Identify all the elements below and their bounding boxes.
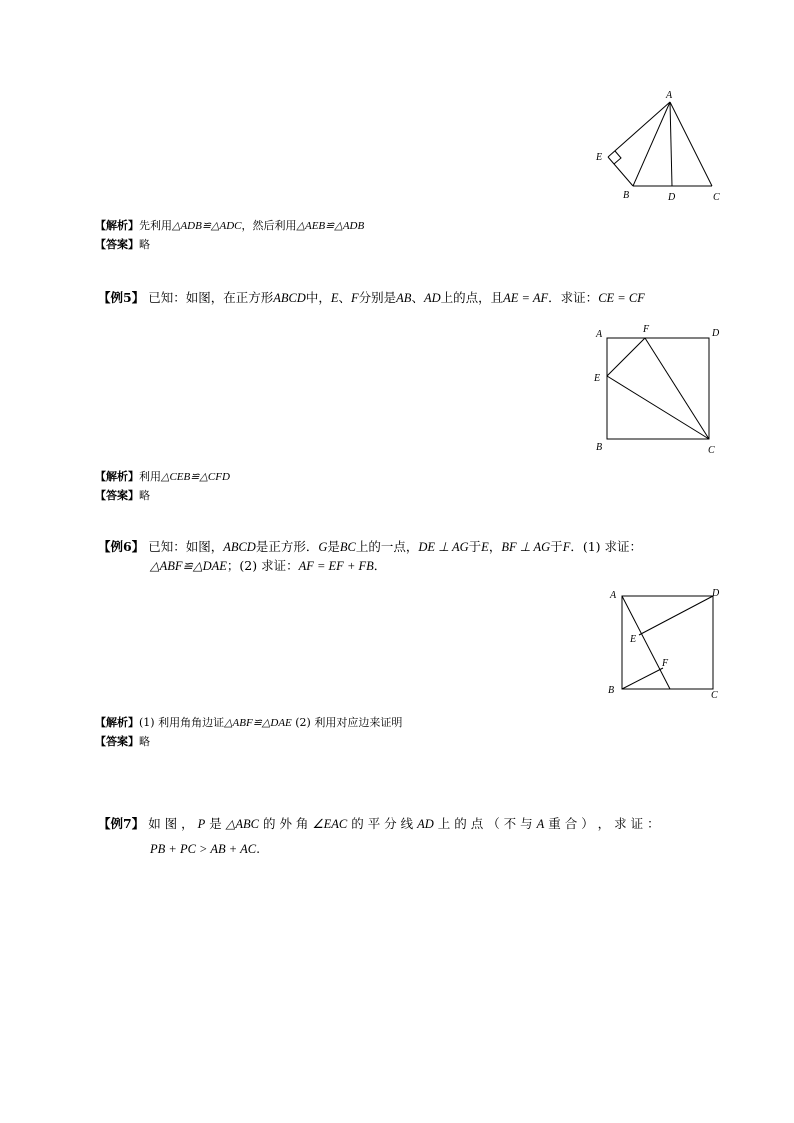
label-a: A — [666, 90, 673, 101]
statement-text: ． — [373, 558, 387, 573]
analysis-text: 利用 — [139, 470, 161, 483]
math-term: CE = CF — [598, 291, 645, 305]
math-term: E — [481, 540, 489, 554]
statement-text: 上的一点， — [355, 539, 419, 554]
congruence-formula: △CEB≌△CFD — [161, 471, 230, 483]
math-term: AD — [417, 817, 434, 831]
statement-text: 分别是 — [358, 290, 397, 305]
congruence-formula: △AEB≌△ADB — [296, 220, 365, 232]
label-d: D — [712, 328, 720, 339]
analysis-text: ，然后利用 — [241, 219, 297, 232]
statement-text: 上的点，且 — [440, 290, 504, 305]
math-term: AE = AF — [503, 291, 549, 305]
segment-ad — [670, 102, 672, 186]
segment-de — [639, 596, 713, 635]
example-tag: 【例7】 — [98, 816, 145, 831]
math-term: ABCD — [223, 540, 256, 554]
label-a: A — [596, 329, 603, 340]
math-term: △ABF≌△DAE — [150, 559, 227, 573]
congruence-formula: △ABF≌△DAE — [224, 717, 292, 729]
segment-ae — [608, 102, 670, 157]
statement-text: 于 — [550, 539, 563, 554]
statement-text: ；(2) 求证： — [226, 558, 299, 573]
example5-answer — [95, 489, 150, 503]
statement-text: 是 — [209, 816, 222, 831]
statement-text: 、 — [338, 290, 352, 305]
right-angle-mark — [614, 151, 621, 164]
math-term: A — [536, 817, 545, 831]
example6-statement-line1 — [98, 538, 642, 556]
answer-tag: 【答案】 — [95, 489, 139, 502]
label-f: F — [662, 658, 669, 669]
square-abcd — [607, 338, 709, 439]
figure-triangle-abc — [590, 86, 730, 208]
math-term: ∠EAC — [312, 817, 348, 831]
segment-ab — [633, 102, 670, 186]
label-e: E — [594, 373, 601, 384]
math-term: BF ⊥ AG — [501, 540, 551, 554]
statement-text: ．求证： — [548, 290, 599, 305]
statement-text: 已知：如图，在正方形 — [148, 290, 274, 305]
label-e: E — [596, 152, 603, 163]
example7-statement-line2 — [150, 840, 260, 858]
answer-text: 略 — [139, 489, 150, 502]
analysis-text: 先利用 — [139, 219, 172, 232]
example6-analysis — [95, 716, 402, 730]
statement-text: 是正方形． — [255, 539, 319, 554]
answer-text: 略 — [139, 735, 150, 748]
answer-text: 略 — [139, 238, 150, 251]
statement-text: 、 — [411, 290, 424, 305]
analysis-text: (2) 利用对应边来证明 — [295, 716, 403, 729]
answer-tag: 【答案】 — [95, 735, 139, 748]
analysis-tag: 【解析】 — [95, 716, 139, 729]
label-c: C — [708, 445, 715, 456]
example7-statement-line1 — [98, 815, 660, 833]
figure-square-example6 — [600, 582, 730, 702]
label-b: B — [596, 442, 603, 453]
example5-analysis — [95, 470, 230, 484]
statement-text: 重 合 ） ， 求 证 ： — [548, 816, 660, 831]
segment-ec — [607, 376, 709, 439]
analysis-text: (1) 利用角角边证 — [139, 716, 225, 729]
segment-eb — [608, 157, 633, 186]
statement-text: 是 — [327, 539, 340, 554]
math-term: DE ⊥ AG — [418, 540, 469, 554]
statement-text: . — [256, 841, 261, 856]
statement-text: 如 图 ， — [148, 816, 194, 831]
math-term: F — [351, 291, 359, 305]
label-b: B — [608, 685, 615, 696]
analysis-tag: 【解析】 — [95, 219, 139, 232]
label-d: D — [712, 588, 720, 599]
label-d: D — [668, 192, 676, 203]
label-b: B — [623, 190, 630, 201]
segment-fc — [645, 338, 709, 439]
math-term: P — [197, 817, 206, 831]
solution1-analysis — [95, 219, 364, 233]
segment-ac — [670, 102, 712, 186]
statement-text: 已知：如图， — [148, 539, 224, 554]
math-term: AF = EF + FB — [298, 559, 374, 573]
solution1-answer — [95, 238, 150, 252]
segment-bf — [622, 668, 663, 689]
example5-statement — [98, 289, 645, 307]
math-term: AB — [396, 291, 412, 305]
example6-answer — [95, 735, 150, 749]
statement-text: 的 外 角 — [262, 816, 309, 831]
math-term: △ABC — [225, 817, 259, 831]
label-a: A — [610, 590, 617, 601]
math-term: BC — [339, 540, 356, 554]
math-term: ABCD — [273, 291, 306, 305]
congruence-formula: △ADB≌△ADC — [172, 220, 242, 232]
math-term: G — [318, 540, 328, 554]
statement-text: 的 平 分 线 — [351, 816, 414, 831]
statement-text: 中， — [305, 290, 331, 305]
math-term: AD — [423, 291, 441, 305]
segment-ef — [607, 338, 645, 376]
statement-text: ．(1) 求证： — [570, 539, 643, 554]
math-term: E — [330, 291, 339, 305]
math-term: F — [562, 540, 571, 554]
math-term: PB + PC > AB + AC — [150, 842, 257, 856]
statement-text: 上 的 点 （ 不 与 — [437, 816, 533, 831]
answer-tag: 【答案】 — [95, 238, 139, 251]
example-tag: 【例5】 — [98, 290, 145, 305]
figure-square-example5 — [590, 322, 730, 460]
statement-text: 于 — [468, 539, 482, 554]
label-e: E — [630, 634, 637, 645]
analysis-tag: 【解析】 — [95, 470, 139, 483]
example-tag: 【例6】 — [98, 539, 145, 554]
statement-text: ， — [488, 539, 502, 554]
example6-statement-line2 — [150, 557, 386, 575]
label-c: C — [711, 690, 718, 701]
label-f: F — [643, 324, 650, 335]
label-c: C — [713, 192, 720, 203]
